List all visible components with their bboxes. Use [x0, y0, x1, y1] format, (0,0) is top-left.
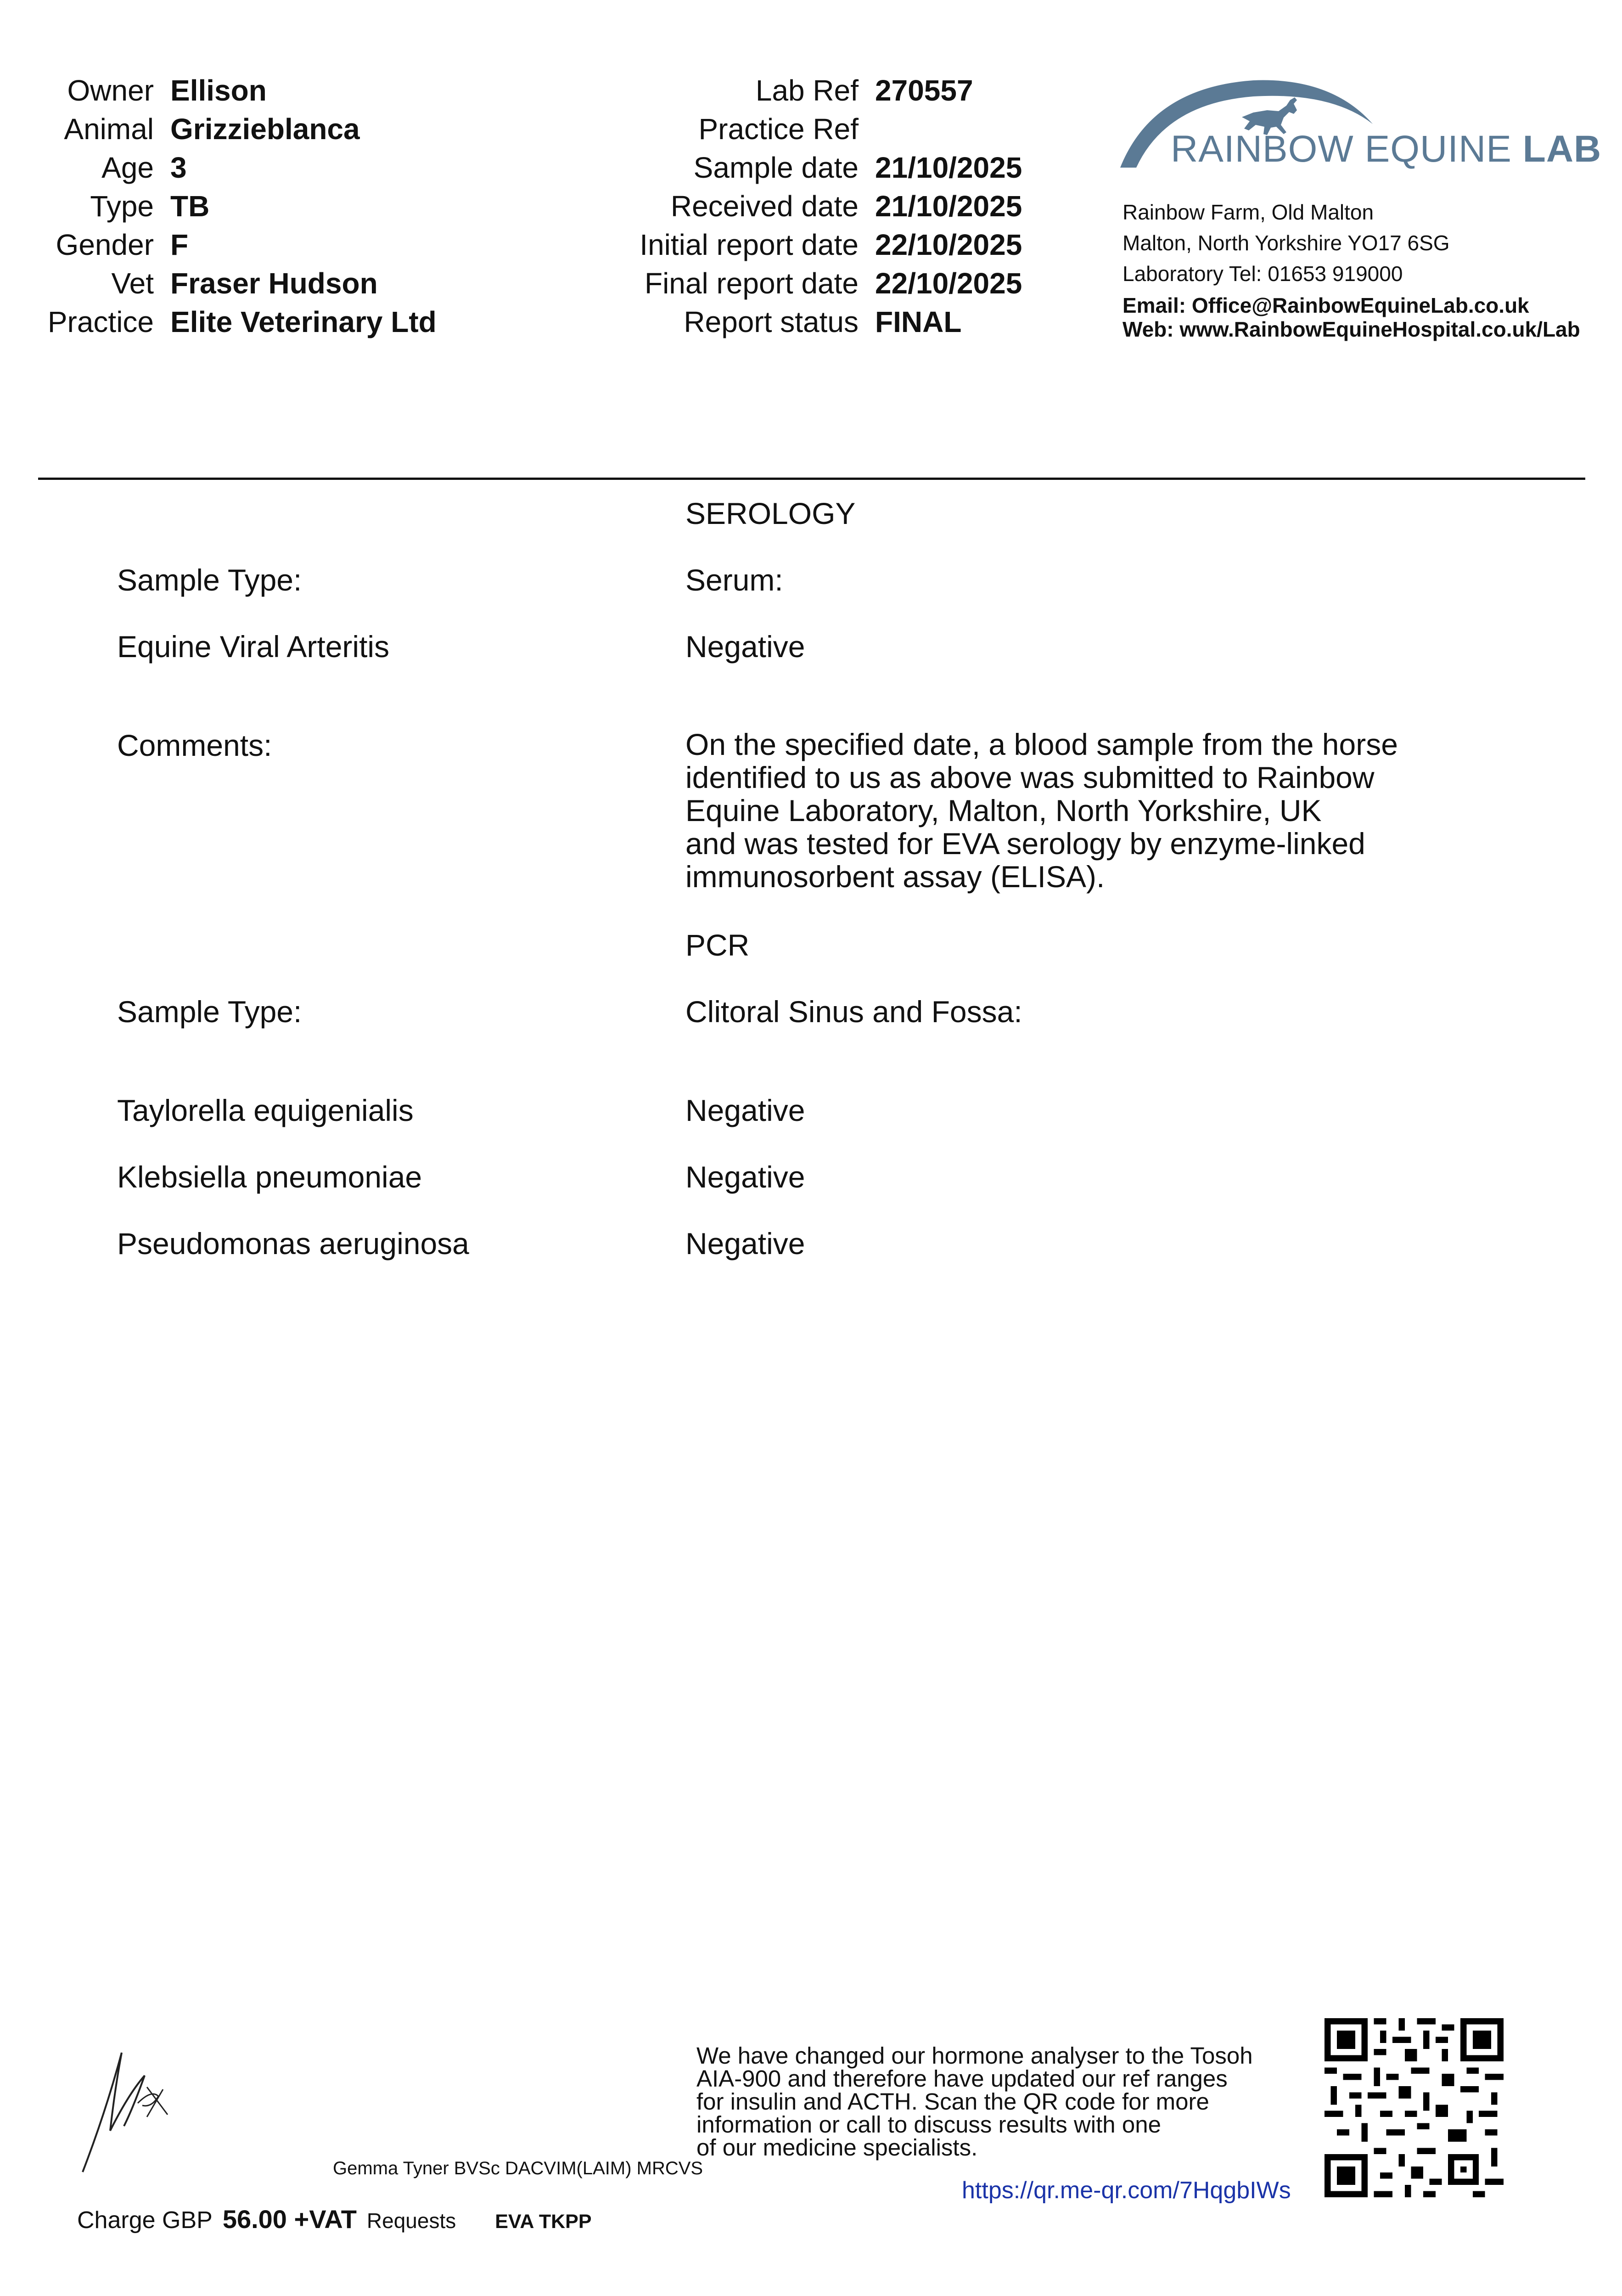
comment-line: On the specified date, a blood sample from the horse	[685, 727, 1398, 761]
logo-text	[1171, 128, 1601, 171]
notice-line: We have changed our hormone analyser to the Tosoh	[696, 2043, 1253, 2069]
received-date-label: Received date	[670, 190, 859, 223]
vet-value: Fraser Hudson	[170, 267, 378, 300]
initial-report-date-label: Initial report date	[640, 228, 859, 261]
practice-label: Practice	[47, 305, 154, 338]
initial-report-date-row	[0, 228, 1022, 266]
pcr-heading: PCR	[685, 928, 750, 962]
comment-line: and was tested for EVA serology by enzyme-linked	[685, 827, 1365, 861]
type-value: TB	[170, 190, 210, 223]
sample-date-label: Sample date	[693, 151, 859, 184]
pcr-test-result: Negative	[685, 1093, 805, 1127]
practice-ref-row	[0, 112, 875, 151]
initial-report-date-value: 22/10/2025	[875, 228, 1022, 261]
signature-name: Gemma Tyner BVSc DACVIM(LAIM) MRCVS	[333, 2158, 703, 2178]
serology-heading: SEROLOGY	[685, 496, 856, 530]
comment-line: immunosorbent assay (ELISA).	[685, 860, 1105, 894]
pcr-test-result: Negative	[685, 1160, 805, 1194]
logo-text-bold: LAB	[1522, 128, 1602, 170]
report-status-row	[0, 305, 961, 343]
pcr-sample-type-value: Clitoral Sinus and Fossa:	[685, 995, 1022, 1029]
requests-value: EVA TKPP	[495, 2211, 592, 2233]
address-line1: Rainbow Farm, Old Malton	[1122, 200, 1374, 224]
eva-test-name: Equine Viral Arteritis	[117, 630, 390, 664]
animal-value: Grizzieblanca	[170, 113, 360, 146]
received-date-value: 21/10/2025	[875, 190, 1022, 223]
pcr-test-name: Pseudomonas aeruginosa	[117, 1227, 469, 1261]
pcr-sample-type-label: Sample Type:	[117, 995, 302, 1029]
lab-ref-row	[0, 73, 973, 112]
report-status-label: Report status	[684, 305, 859, 338]
charge-line	[77, 2204, 592, 2234]
notice-line: of our medicine specialists.	[696, 2134, 978, 2161]
charge-value: 56.00 +VAT	[222, 2205, 357, 2234]
serology-sample-type-value: Serum:	[685, 563, 783, 597]
sample-date-row	[0, 151, 1022, 189]
address-web[interactable]: Web: www.RainbowEquineHospital.co.uk/Lab	[1122, 317, 1580, 341]
charge-label: Charge GBP	[77, 2207, 213, 2234]
pcr-test-name: Taylorella equigenialis	[117, 1093, 414, 1127]
address-email[interactable]: Email: Office@RainbowEquineLab.co.uk	[1122, 293, 1529, 317]
requests-label: Requests	[366, 2209, 456, 2233]
notice-line: AIA-900 and therefore have updated our ref ranges	[696, 2065, 1228, 2092]
comment-line: Equine Laboratory, Malton, North Yorkshire, UK	[685, 793, 1322, 827]
practice-value: Elite Veterinary Ltd	[170, 305, 437, 338]
gender-value: F	[170, 228, 189, 261]
notice-line: information or call to discuss results with one	[696, 2111, 1161, 2138]
pcr-test-result: Negative	[685, 1227, 805, 1261]
animal-label: Animal	[64, 113, 154, 146]
final-report-date-value: 22/10/2025	[875, 267, 1022, 300]
final-report-date-row	[0, 266, 1022, 305]
address-line2: Malton, North Yorkshire YO17 6SG	[1122, 231, 1450, 255]
comments-text	[685, 728, 1466, 893]
final-report-date-label: Final report date	[644, 267, 859, 300]
pcr-test-name: Klebsiella pneumoniae	[117, 1160, 422, 1194]
eva-test-result: Negative	[685, 630, 805, 664]
received-date-row	[0, 189, 1022, 228]
header-divider	[38, 478, 1585, 480]
serology-sample-type-label: Sample Type:	[117, 563, 302, 597]
lab-ref-value: 270557	[875, 74, 973, 107]
qr-url-link[interactable]: https://qr.me-qr.com/7HqgbIWs	[962, 2177, 1291, 2204]
analyser-notice	[696, 2044, 1253, 2159]
report-status-value: FINAL	[875, 305, 962, 338]
gender-label: Gender	[56, 228, 154, 261]
age-label: Age	[101, 151, 154, 184]
signature-image	[78, 2039, 179, 2177]
vet-label: Vet	[111, 267, 154, 300]
comment-line: identified to us as above was submitted to Rainbow	[685, 760, 1375, 794]
age-value: 3	[170, 151, 187, 184]
lab-logo	[1116, 73, 1602, 179]
address-line3: Laboratory Tel: 01653 919000	[1122, 262, 1403, 286]
owner-label: Owner	[67, 74, 154, 107]
comments-label: Comments:	[117, 728, 272, 762]
type-label: Type	[90, 190, 154, 223]
sample-date-value: 21/10/2025	[875, 151, 1022, 184]
lab-ref-label: Lab Ref	[755, 74, 859, 107]
notice-line: for insulin and ACTH. Scan the QR code for more	[696, 2088, 1209, 2115]
qr-code-icon[interactable]	[1325, 2018, 1504, 2197]
owner-value: Ellison	[170, 74, 267, 107]
logo-text-main: RAINBOW EQUINE	[1171, 128, 1512, 170]
practice-ref-label: Practice Ref	[698, 113, 859, 146]
